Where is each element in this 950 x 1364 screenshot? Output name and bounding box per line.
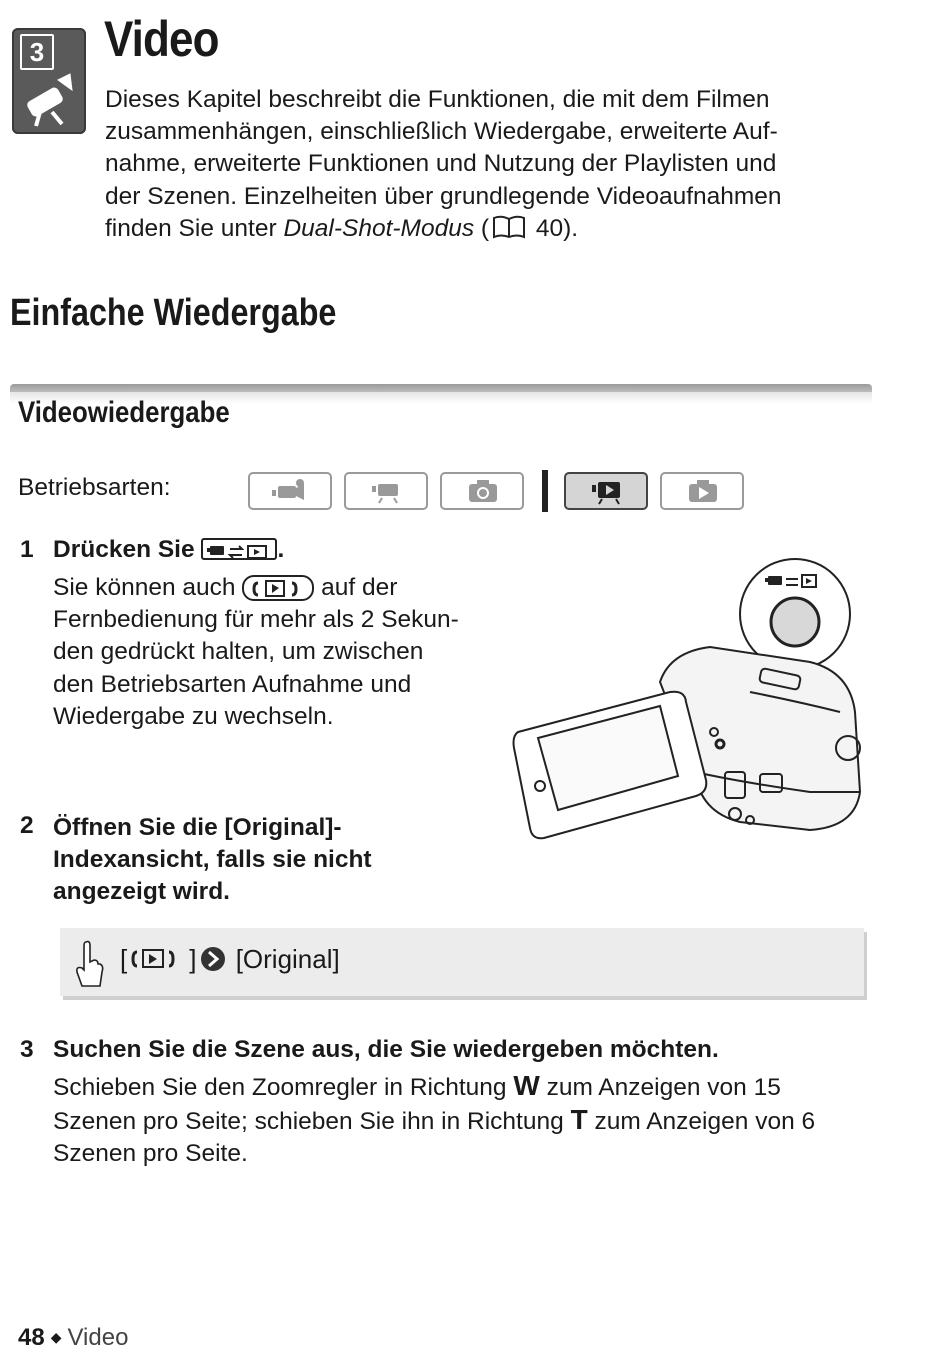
intro-text: finden Sie unter bbox=[105, 214, 284, 242]
step-text: Sie können auch bbox=[53, 574, 243, 601]
mode-photo-playback bbox=[660, 472, 744, 510]
index-select-icon bbox=[127, 947, 189, 971]
chapter-number: 3 bbox=[20, 34, 54, 70]
step-number: 3 bbox=[20, 1036, 34, 1063]
movie-playback-icon bbox=[566, 474, 646, 508]
mode-toggle-button-icon bbox=[201, 538, 277, 560]
mode-movie bbox=[344, 472, 428, 510]
arrow-right-circle-icon bbox=[200, 946, 228, 972]
step-heading-line: Öffnen Sie die [Original]- bbox=[53, 814, 342, 841]
intro-line: Dieses Kapitel beschreibt die Funktionen, die mit dem Filmen bbox=[105, 86, 770, 113]
menu-path-box bbox=[60, 928, 864, 996]
subsection-title: Videowiedergabe bbox=[18, 396, 230, 429]
camcorder-illustration bbox=[510, 552, 870, 842]
movie-camera-icon bbox=[346, 474, 426, 508]
page-reference[interactable]: 40). bbox=[529, 214, 579, 242]
step-body bbox=[53, 1070, 883, 1171]
menu-bracket: ] bbox=[189, 944, 197, 974]
remote-playback-button-icon bbox=[242, 575, 314, 601]
step-body-line bbox=[53, 1070, 883, 1104]
mode-photo bbox=[440, 472, 524, 510]
step-heading bbox=[53, 536, 284, 564]
step-heading-line: angezeigt wird. bbox=[53, 878, 230, 906]
step-heading: Suchen Sie die Szene aus, die Sie wiedergeben möchten. bbox=[53, 1036, 719, 1063]
dual-shot-icon bbox=[250, 474, 330, 508]
step-body-line: Wiedergabe zu wechseln. bbox=[53, 702, 334, 730]
step-heading-line: Indexansicht, falls sie nicht bbox=[53, 846, 372, 874]
subsection-divider bbox=[10, 384, 872, 392]
intro-line: zusammenhängen, einschließlich Wiedergabe, erweiterte Auf- bbox=[105, 118, 778, 146]
chapter-badge bbox=[12, 28, 86, 134]
chapter-intro bbox=[105, 84, 875, 245]
step-body-line: den Betriebsarten Aufnahme und bbox=[53, 670, 412, 698]
modes-label: Betriebsarten: bbox=[18, 474, 171, 501]
photo-camera-icon bbox=[442, 474, 522, 508]
step-text: zum Anzeigen von 6 bbox=[587, 1108, 816, 1136]
page-footer bbox=[18, 1324, 128, 1352]
zoom-wide-symbol: W bbox=[513, 1070, 540, 1101]
step-body bbox=[53, 572, 503, 733]
menu-item-original[interactable]: [Original] bbox=[228, 944, 340, 974]
chapter-title: Video bbox=[104, 11, 219, 67]
section-title: Einfache Wiedergabe bbox=[10, 292, 337, 334]
step-number: 1 bbox=[20, 536, 34, 563]
zoom-tele-symbol: T bbox=[570, 1104, 588, 1136]
step-body-line bbox=[53, 572, 503, 604]
book-icon bbox=[492, 215, 526, 239]
dual-shot-link[interactable]: Dual-Shot-Modus bbox=[283, 214, 475, 242]
camcorder-icon bbox=[18, 68, 80, 130]
menu-bracket: [ bbox=[120, 944, 128, 974]
step-body-line: den gedrückt halten, um zwischen bbox=[53, 638, 424, 666]
intro-line: nahme, erweiterte Funktionen und Nutzung der Playlisten und bbox=[105, 150, 777, 178]
page-number: 48 bbox=[18, 1324, 45, 1351]
mode-divider bbox=[542, 470, 548, 512]
photo-playback-icon bbox=[662, 474, 742, 508]
step-body-line bbox=[53, 1104, 883, 1138]
step-text: auf der bbox=[314, 574, 398, 601]
step-text: Schieben Sie den Zoomregler in Richtung bbox=[53, 1074, 514, 1101]
mode-movie-playback bbox=[564, 472, 648, 510]
step-heading-text: Drücken Sie bbox=[53, 536, 202, 563]
step-body-line: Fernbedienung für mehr als 2 Sekun- bbox=[53, 606, 459, 634]
touch-hand-icon bbox=[74, 938, 106, 990]
diamond-separator-icon: ◆ bbox=[50, 1329, 62, 1345]
intro-line bbox=[105, 213, 875, 245]
step-heading-text: . bbox=[277, 536, 285, 563]
footer-chapter: Video bbox=[67, 1324, 129, 1351]
intro-text: ( bbox=[474, 214, 490, 242]
step-text: zum Anzeigen von 15 bbox=[539, 1074, 781, 1101]
step-text: Szenen pro Seite; schieben Sie ihn in Richtung bbox=[53, 1108, 571, 1136]
menu-path bbox=[120, 944, 340, 975]
intro-line: der Szenen. Einzelheiten über grundlegende Videoaufnahmen bbox=[105, 182, 782, 210]
step-number: 2 bbox=[20, 812, 34, 839]
step-body-line: Szenen pro Seite. bbox=[53, 1140, 248, 1168]
mode-dual-shot bbox=[248, 472, 332, 510]
step-heading bbox=[53, 812, 372, 909]
